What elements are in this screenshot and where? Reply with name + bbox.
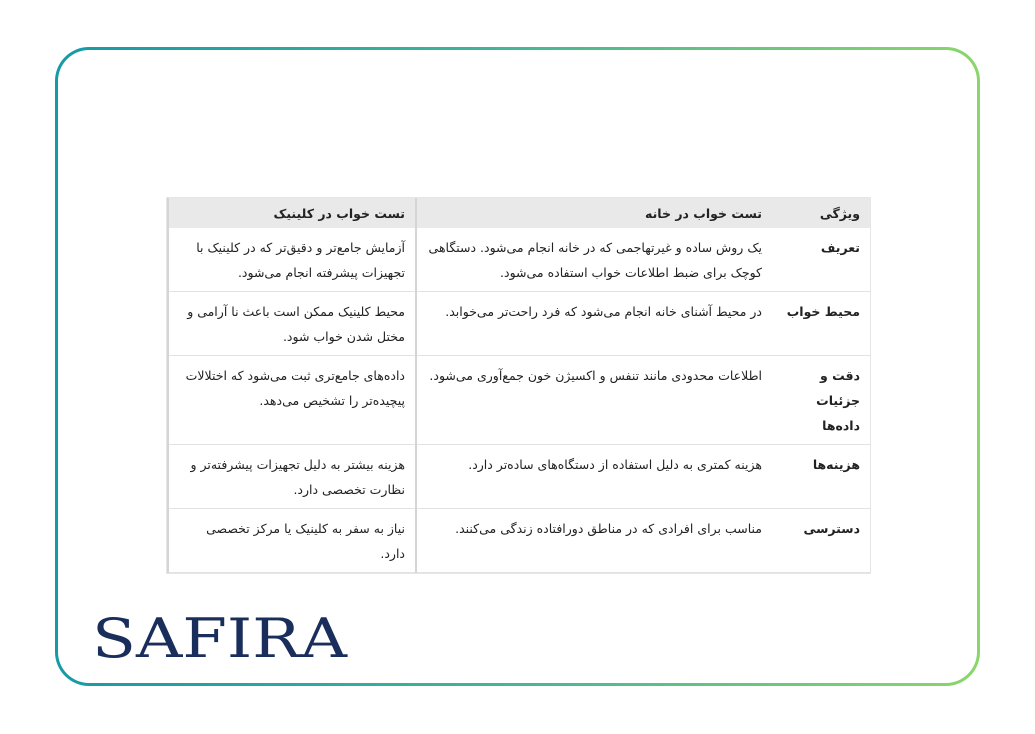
table-row [168, 445, 870, 509]
table-row [168, 292, 870, 356]
cell-home: یک روش ساده و غیرتهاجمی که در خانه انجام می‌شود. دستگاهی کوچک برای ضبط اطلاعات خواب استفاده می‌شود. [416, 228, 772, 292]
cell-feature: دقت و جزئیات داده‌ها [772, 356, 870, 445]
cell-clinic: محیط کلینیک ممکن است باعث نا آرامی و مختل شدن خواب شود. [168, 292, 416, 356]
cell-home: اطلاعات محدودی مانند تنفس و اکسیژن خون جمع‌آوری می‌شود. [416, 356, 772, 445]
cell-home: هزینه کمتری به دلیل استفاده از دستگاه‌های ساده‌تر دارد. [416, 445, 772, 509]
cell-clinic: هزینه بیشتر به دلیل تجهیزات پیشرفته‌تر و نظارت تخصصی دارد. [168, 445, 416, 509]
cell-feature: تعریف [772, 228, 870, 292]
cell-clinic: داده‌های جامع‌تری ثبت می‌شود که اختلالات پیچیده‌تر را تشخیص می‌دهد. [168, 356, 416, 445]
cell-feature: دسترسی [772, 509, 870, 573]
cell-feature: هزینه‌ها [772, 445, 870, 509]
header-feature: ویژگی [772, 198, 870, 228]
logo-text: SAFIRA [92, 607, 349, 665]
comparison-table [167, 198, 870, 573]
cell-clinic: نیاز به سفر به کلینیک یا مرکز تخصصی دارد. [168, 509, 416, 573]
cell-feature: محیط خواب [772, 292, 870, 356]
cell-home: در محیط آشنای خانه انجام می‌شود که فرد راحت‌تر می‌خوابد. [416, 292, 772, 356]
table-row [168, 228, 870, 292]
cell-home: مناسب برای افرادی که در مناطق دورافتاده زندگی می‌کنند. [416, 509, 772, 573]
cell-clinic: آزمایش جامع‌تر و دقیق‌تر که در کلینیک با تجهیزات پیشرفته انجام می‌شود. [168, 228, 416, 292]
header-clinic-test: تست خواب در کلینیک [168, 198, 416, 228]
table-header-row [168, 198, 870, 228]
table-row [168, 356, 870, 445]
table-row [168, 509, 870, 573]
safira-logo [92, 605, 352, 665]
header-home-test: تست خواب در خانه [416, 198, 772, 228]
